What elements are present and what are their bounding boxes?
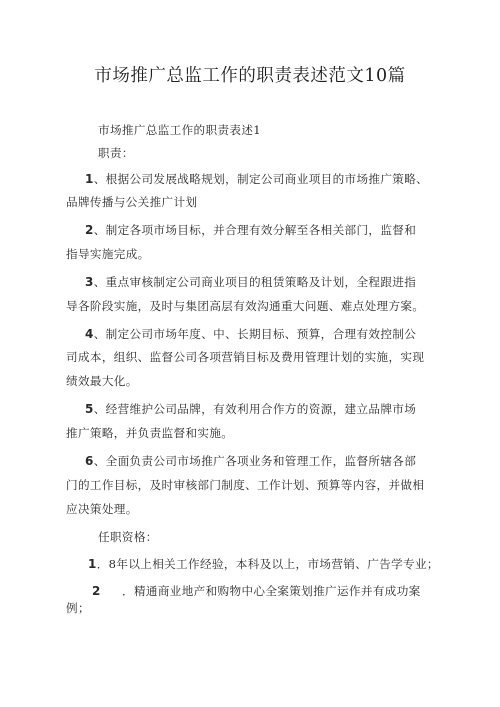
qualifications-heading: 任职资格： bbox=[98, 530, 158, 544]
duty-item-5-number: 5 bbox=[85, 402, 94, 416]
qualification-item-1: 1．8年以上相关工作经验，本科及以上，市场营销、广告学专业； bbox=[88, 557, 439, 571]
qualification-item-2-line-1: 2 ．精通商业地产和购物中心全案策划推广运作并有成功案 bbox=[92, 584, 421, 598]
duty-item-4-line-1: 4、制定公司市场年度、中、长期目标、预算，合理有效控制公 bbox=[85, 327, 417, 341]
document-title: 市场推广总监工作的职责表述范文10篇 bbox=[94, 66, 406, 86]
duty-item-6-line-3: 应决策处理。 bbox=[66, 502, 138, 516]
duty-item-3-line-1: 3、重点审核制定公司商业项目的租赁策略及计划，全程跟进指 bbox=[85, 275, 417, 289]
duty-item-3-number: 3 bbox=[85, 275, 94, 289]
duty-item-6-number: 6 bbox=[85, 454, 94, 468]
duty-item-5-line-1: 5、经营维护公司品牌，有效利用合作方的资源，建立品牌市场 bbox=[85, 402, 417, 416]
duty-item-6-line-1: 6、全面负责公司市场推广各项业务和管理工作，监督所辖各部 bbox=[85, 454, 417, 468]
qualification-item-1-number: 1 bbox=[88, 557, 97, 571]
duty-item-1-line-1: 1、根据公司发展战略规划，制定公司商业项目的市场推广策略、 bbox=[85, 172, 429, 186]
duty-item-3-line-2: 导各阶段实施，及时与集团高层有效沟通重大问题、难点处理方案。 bbox=[66, 299, 425, 313]
duties-heading: 职责： bbox=[98, 146, 134, 160]
duty-item-1-line-2: 品牌传播与公关推广计划 bbox=[66, 195, 198, 209]
duty-item-2-number: 2 bbox=[85, 223, 94, 237]
section-subtitle: 市场推广总监工作的职责表述1 bbox=[98, 123, 261, 137]
duty-item-4-number: 4 bbox=[85, 327, 94, 341]
duty-item-4-line-3: 绩效最大化。 bbox=[66, 374, 138, 388]
duty-item-1-number: 1 bbox=[85, 172, 94, 186]
qualification-item-2-line-2: 例； bbox=[66, 601, 90, 615]
duty-item-2-line-1: 2、制定各项市场目标，并合理有效分解至各相关部门，监督和 bbox=[85, 223, 417, 237]
duty-item-6-line-2: 门的工作目标，及时审核部门制度、工作计划、预算等内容，并做相 bbox=[66, 478, 425, 492]
duty-item-5-line-2: 推广策略，并负责监督和实施。 bbox=[66, 426, 234, 440]
qualification-item-2-number: 2 bbox=[92, 584, 101, 598]
duty-item-2-line-2: 指导实施完成。 bbox=[66, 247, 150, 261]
duty-item-4-line-2: 司成本，组织、监督公司各项营销目标及费用管理计划的实施，实现 bbox=[66, 350, 425, 364]
